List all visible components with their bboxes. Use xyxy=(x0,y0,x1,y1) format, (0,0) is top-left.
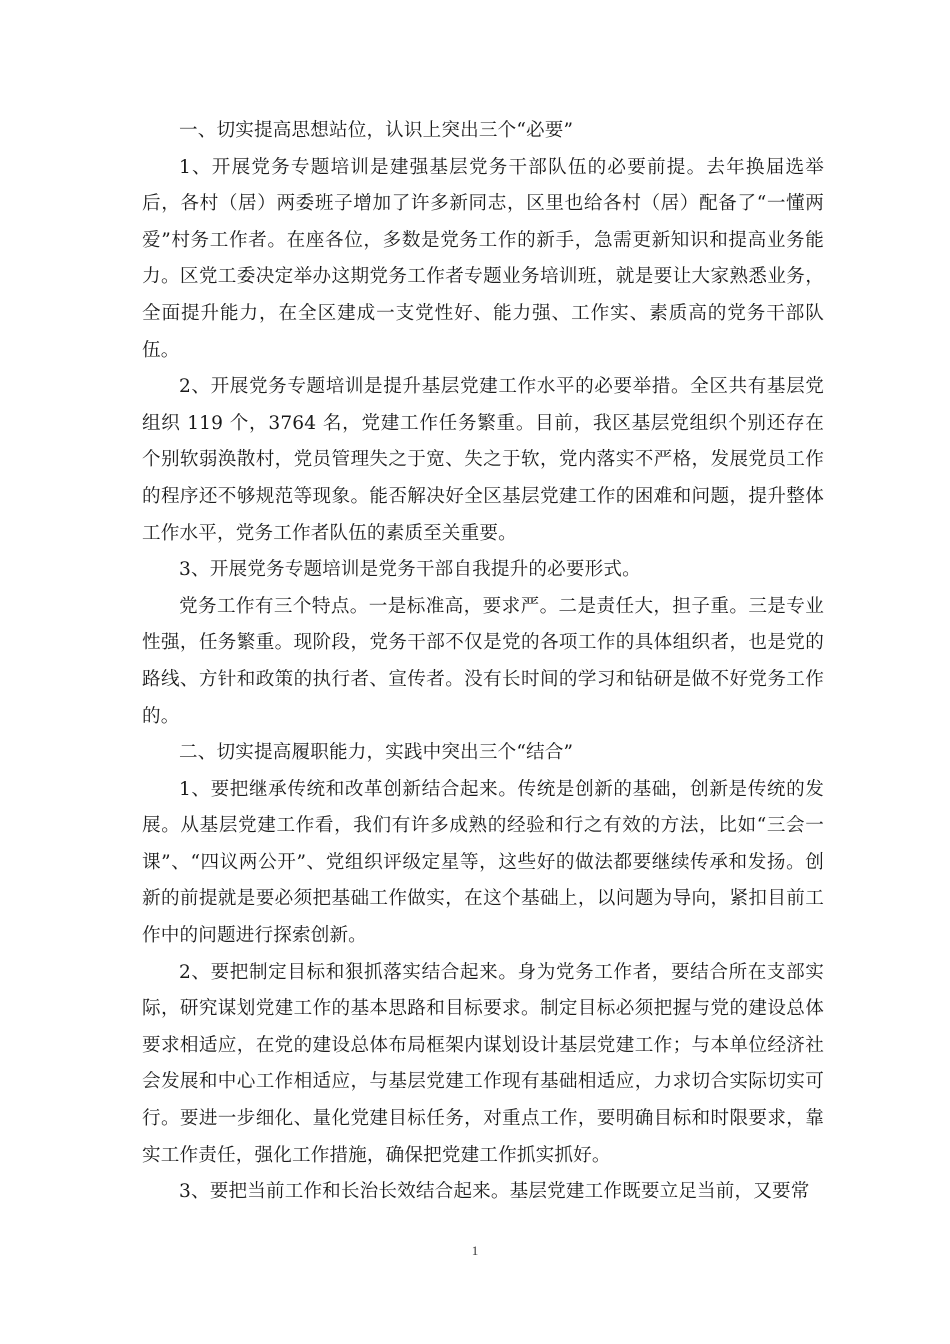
paragraph-2-2: 2、要把制定目标和狠抓落实结合起来。身为党务工作者，要结合所在支部实际，研究谋划党建工作的基本思路和目标要求。制定目标必须把握与党的建设总体要求相适应，在党的建设总体布局框架内谋划设计基层党建工作；与本单位经济社会发展和中心工作相适应，与基层党建工作现有基础相适应，力求切合实际切实可行。要进一步细化、量化党建目标任务，对重点工作，要明确目标和时限要求，靠实工作责任，强化工作措施，确保把党建工作抓实抓好。 xyxy=(142,961,824,1166)
page-number: 1 xyxy=(471,1243,479,1258)
paragraph-1-3-body: 党务工作有三个特点。一是标准高，要求严。二是责任大，担子重。三是专业性强，任务繁重。现阶段，党务干部不仅是党的各项工作的具体组织者，也是党的路线、方针和政策的执行者、宣传者。没有长时间的学习和钻研是做不好党务工作的。 xyxy=(142,595,824,727)
section-heading-2: 二、切实提高履职能力，实践中突出三个“结合” xyxy=(179,742,574,764)
paragraph-1-2: 2、开展党务专题培训是提升基层党建工作水平的必要举措。全区共有基层党组织 119 个，3764 名，党建工作任务繁重。目前，我区基层党组织个别还存在个别软弱涣散村，党员管理失之于宽、失之于软，党内落实不严格，发展党员工作的程序还不够规范等现象。能否解决好全区基层党建工作的困难和问题，提升整体工作水平，党务工作者队伍的素质至关重要。 xyxy=(142,376,824,544)
paragraph-1-1: 1、开展党务专题培训是建强基层党务干部队伍的必要前提。去年换届选举后，各村（居）两委班子增加了许多新同志，区里也给各村（居）配备了“一懂两爱”村务工作者。在座各位，多数是党务工作的新手，急需更新知识和提高业务能力。区党工委决定举办这期党务工作者专题业务培训班，就是要让大家熟悉业务，全面提升能力，在全区建成一支党性好、能力强、工作实、素质高的党务干部队伍。 xyxy=(142,156,824,361)
paragraph-2-3: 3、要把当前工作和长治长效结合起来。基层党建工作既要立足当前，又要常 xyxy=(179,1181,810,1203)
document-body xyxy=(142,113,824,1211)
paragraph-1-3-title: 3、开展党务专题培训是党务干部自我提升的必要形式。 xyxy=(179,559,641,581)
section-heading-1: 一、切实提高思想站位，认识上突出三个“必要” xyxy=(179,120,574,141)
paragraph-2-1: 1、要把继承传统和改革创新结合起来。传统是创新的基础，创新是传统的发展。从基层党建工作看，我们有许多成熟的经验和行之有效的方法，比如“三会一课”、“四议两公开”、党组织评级定星等，这些好的做法都要继续传承和发扬。创新的前提就是要必须把基础工作做实，在这个基础上，以问题为导向，紧扣目前工作中的问题进行探索创新。 xyxy=(142,778,824,947)
